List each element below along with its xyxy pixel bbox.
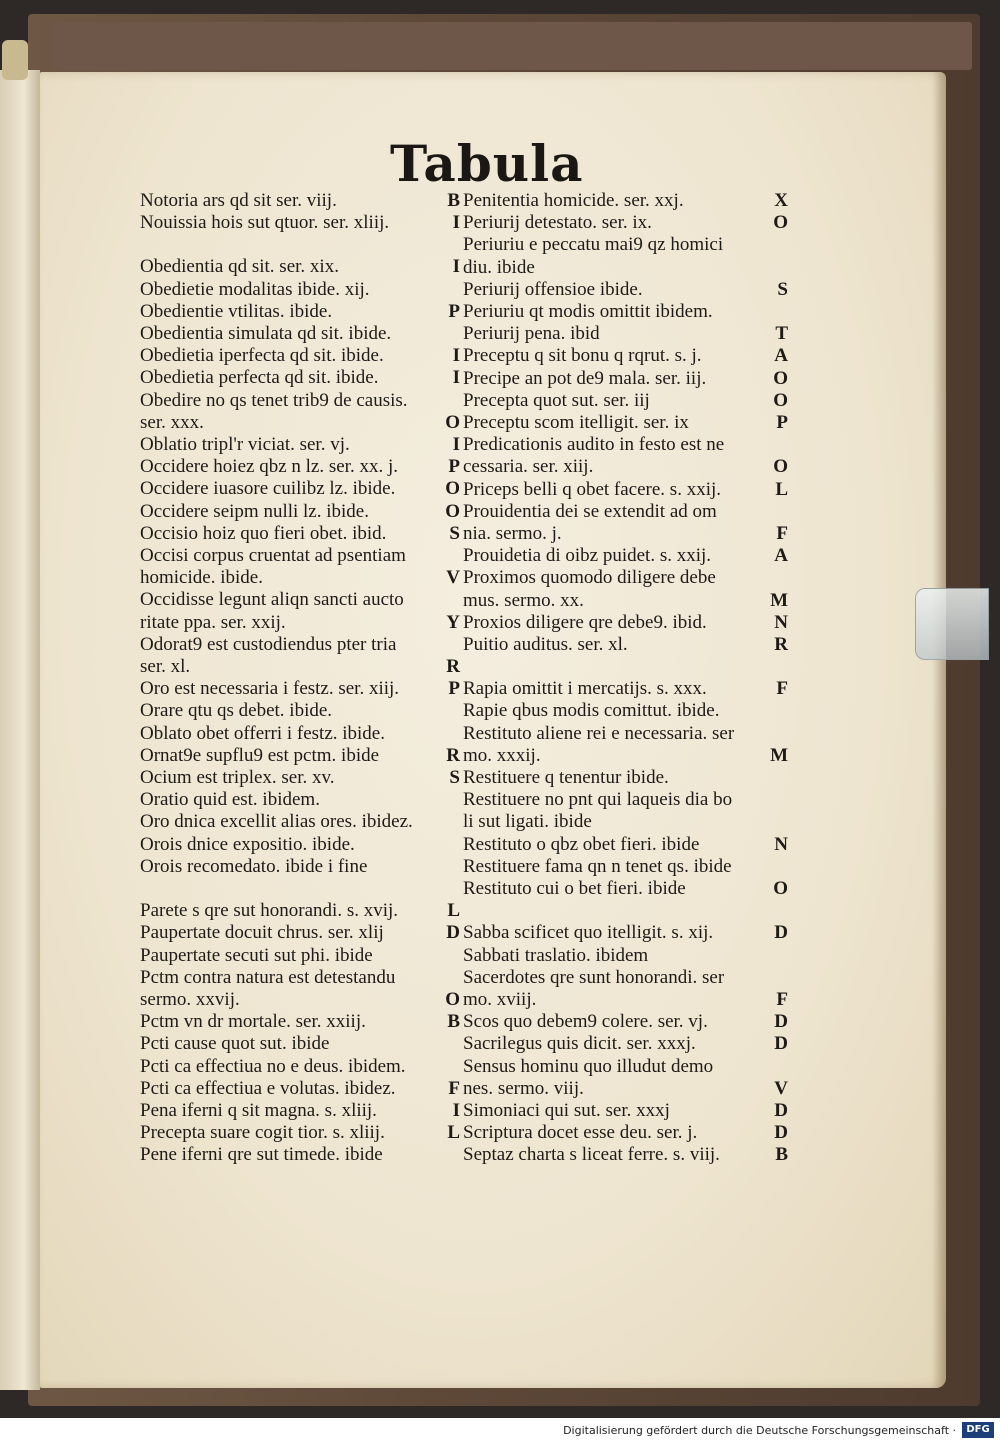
entry-key-letter: O — [773, 389, 788, 411]
index-entry — [140, 212, 460, 234]
entry-text: Parete s qre sut honorandi. s. xvij. — [140, 900, 399, 922]
entry-key-letter: A — [774, 345, 788, 367]
index-entry — [463, 390, 788, 412]
footer-bar — [0, 1418, 1000, 1444]
entry-text: Nouissia hois sut qtuor. ser. xliij. — [140, 212, 390, 234]
index-entry — [140, 723, 460, 745]
entry-text: cessaria. ser. xiij. — [463, 456, 594, 478]
index-entry — [140, 589, 460, 611]
index-column-left — [140, 190, 460, 1167]
entry-key-letter: N — [774, 611, 788, 633]
entry-text: Sacerdotes qre sunt honorandi. ser — [463, 966, 725, 988]
entry-text: Periuriu e peccatu mai9 qz homici — [463, 234, 724, 256]
index-entry — [140, 567, 460, 589]
entry-text: Restituere no pnt qui laqueis dia bo — [463, 789, 733, 811]
section-gap — [140, 878, 460, 900]
entry-text: Pcti ca effectiua e volutas. ibidez. — [140, 1077, 396, 1099]
index-entry — [463, 545, 788, 567]
entry-key-letter: L — [775, 478, 788, 500]
entry-text: Puitio auditus. ser. xl. — [463, 634, 628, 656]
entry-key-letter — [456, 967, 460, 989]
entry-text: Scos quo debem9 colere. ser. vj. — [463, 1011, 708, 1033]
index-entry — [463, 1144, 788, 1166]
entry-key-letter: S — [449, 522, 460, 544]
footer-credit: Digitalisierung gefördert durch die Deutsche Forschungsgemeinschaft · — [563, 1424, 956, 1437]
entry-text: Obedietie modalitas ibide. xij. — [140, 278, 370, 300]
entry-key-letter: B — [447, 1011, 460, 1033]
page-title: Tabula — [390, 134, 584, 193]
entry-text: mo. xxxij. — [463, 744, 541, 766]
entry-text: Ocium est triplex. ser. xv. — [140, 767, 335, 789]
index-entry — [140, 1011, 460, 1033]
entry-key-letter — [456, 811, 460, 833]
entry-text: Prouidentia dei se extendit ad om — [463, 500, 717, 522]
index-entry — [140, 656, 460, 678]
index-entry — [463, 789, 788, 811]
entry-text: Precepta suare cogit tior. s. xliij. — [140, 1122, 385, 1144]
entry-key-letter — [784, 967, 788, 989]
entry-key-letter — [456, 589, 460, 611]
entry-text: Obedietia perfecta qd sit. ibide. — [140, 367, 379, 389]
entry-key-letter: R — [446, 656, 460, 678]
entry-text: Proxios diligere qre debe9. ibid. — [463, 611, 707, 633]
entry-key-letter — [456, 789, 460, 811]
entry-key-letter: D — [774, 1011, 788, 1033]
entry-text: Paupertate docuit chrus. ser. xlij — [140, 922, 384, 944]
facing-page-edge — [0, 70, 40, 1390]
index-entry — [463, 878, 788, 900]
entry-text: Scriptura docet esse deu. ser. j. — [463, 1122, 698, 1144]
entry-text: Restituto o qbz obet fieri. ibide — [463, 833, 700, 855]
index-entry — [463, 1100, 788, 1122]
entry-text: Obedientia simulata qd sit. ibide. — [140, 323, 392, 345]
index-entry — [463, 434, 788, 456]
entry-key-letter: I — [452, 345, 460, 367]
index-entry — [140, 501, 460, 523]
entry-key-letter — [456, 856, 460, 878]
entry-text: Simoniaci qui sut. ser. xxxj — [463, 1099, 670, 1121]
entry-key-letter: O — [445, 478, 460, 500]
entry-key-letter — [784, 700, 788, 722]
index-entry — [140, 1144, 460, 1166]
index-column-right — [463, 190, 788, 1167]
index-entry — [463, 1078, 788, 1100]
entry-key-letter: I — [452, 1099, 460, 1121]
entry-key-letter: T — [775, 323, 788, 345]
entry-text: Ornat9e supflu9 est pctm. ibide — [140, 744, 380, 766]
entry-key-letter — [784, 945, 788, 967]
index-entry — [463, 301, 788, 323]
index-entry — [463, 811, 788, 833]
entry-key-letter: M — [770, 744, 788, 766]
index-entry — [140, 367, 460, 389]
entry-key-letter: R — [774, 634, 788, 656]
entry-key-letter: P — [776, 412, 788, 434]
index-entry — [463, 523, 788, 545]
index-entry — [140, 1122, 460, 1144]
entry-key-letter: F — [776, 678, 788, 700]
dfg-logo: DFG — [962, 1422, 994, 1438]
entry-text: Sabbati traslatio. ibidem — [463, 944, 649, 966]
index-entry — [140, 900, 460, 922]
entry-text: Obedientie vtilitas. ibide. — [140, 300, 333, 322]
index-entry — [140, 523, 460, 545]
index-entry — [463, 412, 788, 434]
entry-key-letter: B — [447, 190, 460, 211]
index-entry — [463, 212, 788, 234]
book-board-edge — [52, 22, 972, 70]
entry-key-letter: S — [777, 278, 788, 300]
entry-key-letter: I — [452, 256, 460, 278]
index-entry — [140, 1056, 460, 1078]
entry-key-letter: B — [775, 1144, 788, 1166]
entry-text: Pene iferni qre sut timede. ibide — [140, 1144, 383, 1166]
entry-text: Oratio quid est. ibidem. — [140, 789, 320, 811]
entry-text: Occisio hoiz quo fieri obet. ibid. — [140, 522, 387, 544]
entry-key-letter: D — [774, 1122, 788, 1144]
index-entry — [140, 834, 460, 856]
entry-text: diu. ibide — [463, 256, 535, 278]
index-entry — [463, 678, 788, 700]
entry-key-letter: L — [447, 1122, 460, 1144]
entry-key-letter — [784, 767, 788, 789]
entry-key-letter — [784, 789, 788, 811]
entry-text: Orois dnice expositio. ibide. — [140, 833, 355, 855]
index-entry — [463, 989, 788, 1011]
index-entry — [463, 700, 788, 722]
index-entry — [463, 368, 788, 390]
index-entry — [463, 1033, 788, 1055]
entry-text: Periurij pena. ibid — [463, 323, 600, 345]
entry-key-letter: I — [452, 212, 460, 234]
index-entry — [463, 612, 788, 634]
index-entry — [463, 234, 788, 256]
index-entry — [463, 834, 788, 856]
index-entry — [463, 856, 788, 878]
entry-key-letter: I — [452, 367, 460, 389]
entry-text: Restituere fama qn n tenet qs. ibide — [463, 855, 732, 877]
entry-key-letter: O — [445, 500, 460, 522]
entry-key-letter — [784, 501, 788, 523]
entry-key-letter: N — [774, 833, 788, 855]
section-gap — [463, 656, 788, 678]
entry-text: Obedire no qs tenet trib9 de causis. — [140, 389, 408, 411]
entry-key-letter — [784, 567, 788, 589]
index-entry — [140, 967, 460, 989]
entry-text: ser. xxx. — [140, 411, 204, 433]
index-entry — [463, 479, 788, 501]
entry-key-letter: F — [776, 523, 788, 545]
entry-key-letter — [456, 723, 460, 745]
entry-key-letter: D — [446, 922, 460, 944]
entry-key-letter: M — [770, 589, 788, 611]
index-entry — [463, 745, 788, 767]
entry-key-letter: P — [448, 456, 460, 478]
page-clip — [915, 588, 989, 660]
index-entry — [463, 634, 788, 656]
index-entry — [463, 190, 788, 212]
entry-key-letter — [784, 1056, 788, 1078]
entry-text: Sensus hominu quo illudut demo — [463, 1055, 714, 1077]
index-entry — [140, 612, 460, 634]
index-entry — [463, 279, 788, 301]
index-entry — [140, 434, 460, 456]
entry-key-letter — [456, 1144, 460, 1166]
index-entry — [140, 1078, 460, 1100]
entry-key-letter — [456, 545, 460, 567]
entry-text: ritate ppa. ser. xxij. — [140, 611, 286, 633]
entry-text: Preceptu scom itelligit. ser. ix — [463, 412, 689, 434]
index-entry — [463, 590, 788, 612]
entry-text: Proximos quomodo diligere debe — [463, 567, 716, 589]
entry-text: Restituere q tenentur ibide. — [463, 767, 669, 789]
entry-key-letter: O — [773, 212, 788, 234]
entry-text: Pcti cause quot sut. ibide — [140, 1033, 330, 1055]
spine-thread — [2, 40, 28, 80]
index-entry — [463, 257, 788, 279]
index-entry — [140, 922, 460, 944]
entry-key-letter: A — [774, 545, 788, 567]
index-entry — [463, 323, 788, 345]
index-entry — [140, 1033, 460, 1055]
index-entry — [140, 390, 460, 412]
entry-key-letter — [456, 834, 460, 856]
entry-key-letter — [784, 257, 788, 279]
index-entry — [140, 811, 460, 833]
entry-text: Sacrilegus quis dicit. ser. xxxj. — [463, 1033, 696, 1055]
entry-text: Restituto aliene rei e necessaria. ser — [463, 722, 735, 744]
entry-key-letter — [456, 1033, 460, 1055]
entry-key-letter: R — [446, 744, 460, 766]
entry-text: Obedientia qd sit. ser. xix. — [140, 256, 339, 278]
index-entry — [140, 1100, 460, 1122]
entry-text: nia. sermo. j. — [463, 523, 562, 545]
entry-text: Oro dnica excellit alias ores. ibidez. — [140, 811, 413, 833]
index-entry — [463, 945, 788, 967]
entry-key-letter — [784, 856, 788, 878]
entry-key-letter — [456, 945, 460, 967]
entry-key-letter: L — [447, 900, 460, 922]
index-entry — [463, 767, 788, 789]
entry-text: Occidere hoiez qbz n lz. ser. xx. j. — [140, 456, 398, 478]
entry-key-letter — [784, 811, 788, 833]
index-entry — [140, 456, 460, 478]
entry-key-letter: P — [448, 678, 460, 700]
entry-text: Oblatio tripl'r viciat. ser. vj. — [140, 434, 350, 456]
index-entry — [463, 723, 788, 745]
entry-key-letter: P — [448, 300, 460, 322]
entry-key-letter: O — [773, 367, 788, 389]
entry-text: Notoria ars qd sit ser. viij. — [140, 190, 337, 211]
entry-text: Periurij offensioe ibide. — [463, 278, 643, 300]
entry-text: Oblato obet offerri i festz. ibide. — [140, 722, 385, 744]
index-entry — [140, 745, 460, 767]
index-entry — [140, 545, 460, 567]
entry-text: Pcti ca effectiua no e deus. ibidem. — [140, 1055, 406, 1077]
index-entry — [463, 922, 788, 944]
entry-key-letter — [456, 323, 460, 345]
index-entry — [140, 345, 460, 367]
entry-key-letter: I — [452, 434, 460, 456]
entry-key-letter — [456, 390, 460, 412]
entry-text: Paupertate secuti sut phi. ibide — [140, 944, 373, 966]
entry-text: Precepta quot sut. ser. iij — [463, 389, 650, 411]
entry-text: Obedietia iperfecta qd sit. ibide. — [140, 345, 384, 367]
index-entry — [463, 1056, 788, 1078]
index-entry — [140, 301, 460, 323]
index-entry — [463, 501, 788, 523]
index-entry — [463, 967, 788, 989]
entry-key-letter: O — [445, 988, 460, 1010]
entry-key-letter: X — [774, 190, 788, 211]
entry-text: Precipe an pot de9 mala. ser. iij. — [463, 367, 707, 389]
index-entry — [140, 412, 460, 434]
entry-text: Prouidetia di oibz puidet. s. xxij. — [463, 545, 712, 567]
entry-text: Occidere seipm nulli lz. ibide. — [140, 500, 369, 522]
index-entry — [463, 567, 788, 589]
entry-text: mus. sermo. xx. — [463, 589, 584, 611]
entry-text: homicide. ibide. — [140, 567, 263, 589]
index-entry — [463, 1122, 788, 1144]
entry-text: Occisi corpus cruentat ad psentiam — [140, 545, 406, 567]
entry-text: Restituto cui o bet fieri. ibide — [463, 878, 686, 900]
index-entry — [140, 856, 460, 878]
entry-key-letter: D — [774, 1099, 788, 1121]
book-page — [40, 72, 946, 1388]
index-entry — [140, 478, 460, 500]
entry-key-letter — [784, 234, 788, 256]
section-gap — [463, 900, 788, 922]
index-entry — [140, 767, 460, 789]
entry-key-letter — [456, 279, 460, 301]
entry-text: nes. sermo. viij. — [463, 1077, 584, 1099]
entry-text: ser. xl. — [140, 656, 191, 678]
entry-text: sermo. xxvij. — [140, 988, 240, 1010]
entry-key-letter — [784, 301, 788, 323]
entry-key-letter — [784, 434, 788, 456]
entry-key-letter: Y — [446, 611, 460, 633]
index-entry — [140, 989, 460, 1011]
entry-text: Priceps belli q obet facere. s. xxij. — [463, 478, 722, 500]
entry-text: Rapia omittit i mercatijs. s. xxx. — [463, 678, 707, 700]
entry-text: Oro est necessaria i festz. ser. xiij. — [140, 678, 400, 700]
entry-text: Periuriu qt modis omittit ibidem. — [463, 301, 713, 323]
entry-text: li sut ligati. ibide — [463, 811, 592, 833]
index-entry — [463, 456, 788, 478]
entry-key-letter: O — [773, 456, 788, 478]
entry-text: Pena iferni q sit magna. s. xliij. — [140, 1099, 377, 1121]
index-entry — [140, 634, 460, 656]
index-entry — [140, 190, 460, 212]
index-entry — [140, 945, 460, 967]
entry-key-letter — [456, 700, 460, 722]
entry-text: Orare qtu qs debet. ibide. — [140, 700, 333, 722]
index-entry — [463, 345, 788, 367]
entry-text: Orois recomedato. ibide i fine — [140, 855, 368, 877]
entry-key-letter — [784, 723, 788, 745]
index-entry — [140, 700, 460, 722]
entry-key-letter: V — [446, 567, 460, 589]
entry-key-letter: V — [774, 1077, 788, 1099]
index-entry — [140, 789, 460, 811]
entry-text: Odorat9 est custodiendus pter tria — [140, 633, 397, 655]
entry-text: Rapie qbus modis comittut. ibide. — [463, 700, 720, 722]
entry-key-letter: S — [449, 767, 460, 789]
index-entry — [140, 256, 460, 278]
entry-text: Penitentia homicide. ser. xxj. — [463, 190, 684, 211]
entry-key-letter: F — [776, 988, 788, 1010]
entry-key-letter: D — [774, 922, 788, 944]
entry-text: Septaz charta s liceat ferre. s. viij. — [463, 1144, 720, 1166]
entry-text: Predicationis audito in festo est ne — [463, 434, 725, 456]
entry-text: Pctm contra natura est detestandu — [140, 966, 396, 988]
entry-text: Sabba scificet quo itelligit. s. xij. — [463, 922, 714, 944]
index-entry — [140, 279, 460, 301]
entry-key-letter: F — [448, 1077, 460, 1099]
entry-text: Occidere iuasore cuilibz lz. ibide. — [140, 478, 396, 500]
entry-key-letter: O — [445, 411, 460, 433]
entry-key-letter — [456, 1056, 460, 1078]
index-entry — [140, 678, 460, 700]
section-gap — [140, 234, 460, 256]
entry-key-letter — [456, 634, 460, 656]
entry-text: Preceptu q sit bonu q rqrut. s. j. — [463, 345, 702, 367]
entry-text: Occidisse legunt aliqn sancti aucto — [140, 589, 404, 611]
entry-key-letter: D — [774, 1033, 788, 1055]
entry-text: mo. xviij. — [463, 988, 537, 1010]
entry-key-letter: O — [773, 878, 788, 900]
entry-text: Pctm vn dr mortale. ser. xxiij. — [140, 1011, 366, 1033]
index-entry — [140, 323, 460, 345]
entry-text: Periurij detestato. ser. ix. — [463, 212, 652, 234]
index-entry — [463, 1011, 788, 1033]
